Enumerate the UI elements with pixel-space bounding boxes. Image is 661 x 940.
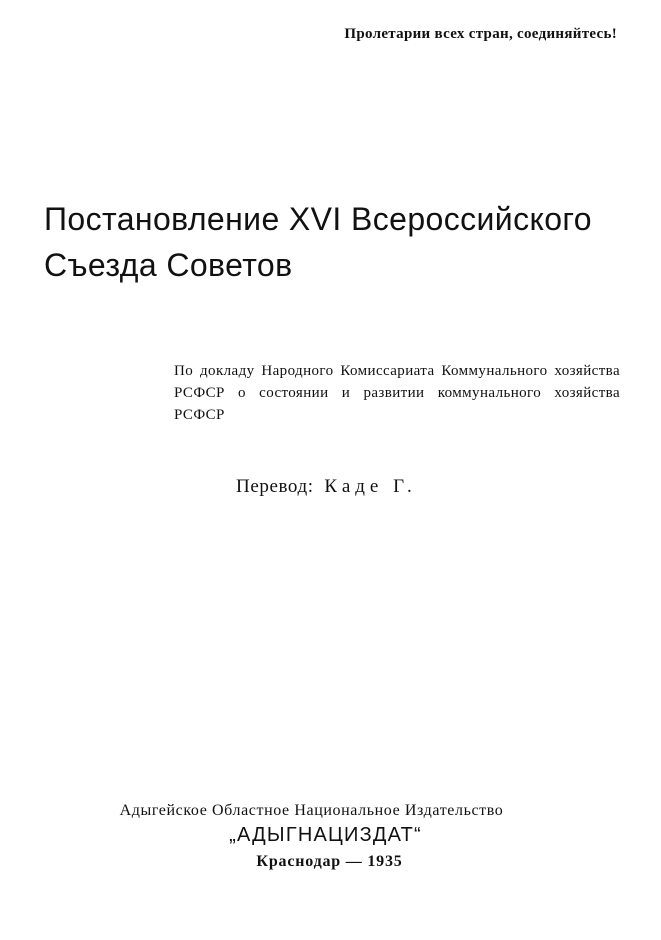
document-title (44, 196, 634, 288)
translation-credit (236, 476, 417, 498)
title-line-2: Съезда Советов (44, 247, 293, 283)
translator-name: Каде Г. (324, 476, 417, 497)
document-subtitle: По докладу Народного Комиссариата Коммунального хозяйства РСФСР о состоянии и развитии коммунального хозяйства РСФСР (174, 363, 620, 423)
title-line-1: Постановление XVI Всероссийского (44, 201, 593, 237)
motto: Пролетарии всех стран, соединяйтесь! (344, 26, 617, 42)
publisher-block (0, 802, 661, 871)
publisher-brand: „АДЫГНАЦИЗДАТ“ (229, 824, 422, 846)
publisher-name: Адыгейское Областное Национальное Издательство (119, 802, 504, 819)
translation-label: Перевод: (236, 476, 314, 497)
publication-place-year: Краснодар — 1935 (256, 853, 403, 870)
